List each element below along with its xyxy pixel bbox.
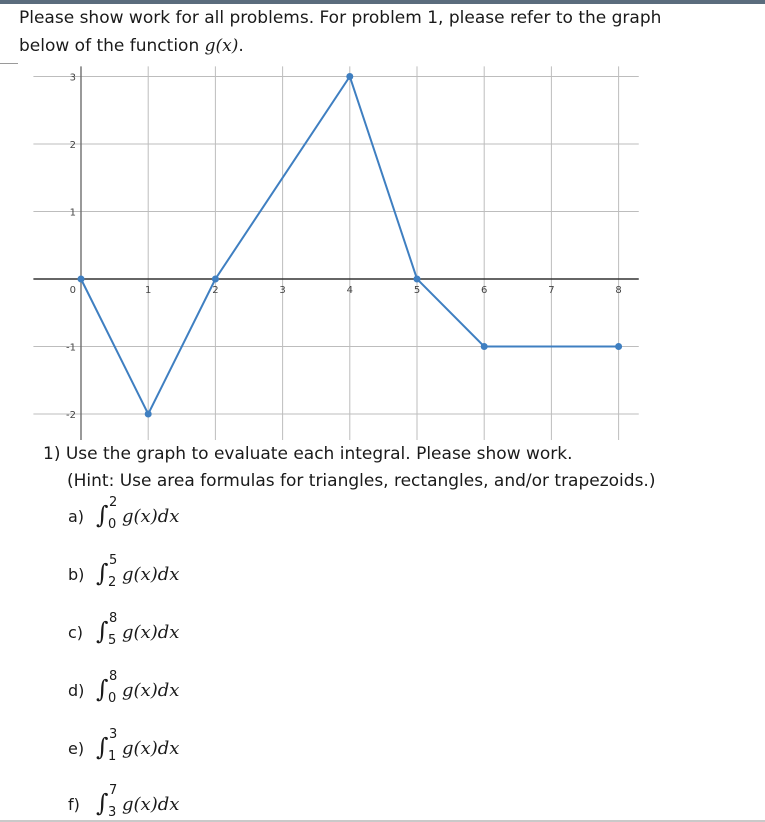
problem-hint: (Hint: Use area formulas for triangles, rectangles, and/or trapezoids.) [67, 471, 656, 491]
integrand: g(x)dx [122, 505, 180, 527]
data-point [212, 276, 219, 283]
x-tick-label: 6 [481, 285, 488, 296]
y-tick-label: 0 [69, 285, 76, 296]
integral-sign: ∫ 8 5 [96, 611, 118, 648]
part-label: e) [68, 738, 85, 758]
function-graph [0, 60, 765, 440]
y-tick-label: 1 [69, 207, 76, 219]
instructions-line-1: Please show work for all problems. For problem 1, please refer to the graph [19, 8, 662, 28]
part-label: b) [68, 564, 85, 584]
part-b [68, 553, 180, 591]
lower-limit: 0 [108, 691, 117, 706]
part-label: a) [68, 506, 85, 526]
part-c [68, 611, 180, 649]
upper-limit: 8 [109, 611, 118, 626]
integrand: g(x)dx [122, 737, 180, 759]
lower-limit: 3 [108, 805, 117, 820]
integral-sign: ∫ 7 3 [96, 783, 118, 820]
instructions [19, 4, 739, 60]
function-name: g(x) [204, 36, 239, 56]
y-tick-label: -2 [66, 410, 76, 421]
part-a [68, 495, 180, 533]
x-tick-label: 3 [279, 285, 286, 296]
data-point [481, 343, 488, 350]
lower-limit: 5 [108, 633, 117, 648]
problem-1 [43, 441, 743, 495]
integral-sign: ∫ 8 0 [96, 669, 118, 706]
upper-limit: 7 [109, 783, 118, 798]
graph-tick-labels [66, 73, 622, 422]
x-tick-label: 1 [145, 285, 152, 296]
graph-grid [33, 66, 638, 440]
x-tick-label: 8 [615, 285, 622, 296]
part-e [68, 727, 180, 765]
x-tick-label: 5 [413, 285, 421, 296]
data-point [145, 411, 152, 418]
upper-limit: 8 [109, 669, 118, 684]
y-tick-label: 2 [69, 140, 76, 151]
instructions-suffix: . [238, 36, 244, 56]
part-d [68, 669, 180, 707]
upper-limit: 5 [109, 553, 118, 568]
integral-sign: ∫ 3 1 [96, 727, 118, 764]
x-tick-label: 7 [548, 285, 555, 296]
data-point [78, 276, 85, 283]
lower-limit: 1 [108, 749, 117, 764]
x-tick-label: 2 [212, 285, 219, 296]
part-label: f) [68, 794, 80, 814]
part-f [68, 783, 180, 821]
data-point [615, 343, 622, 350]
part-label: d) [68, 680, 85, 700]
part-label: c) [68, 622, 84, 642]
integrand: g(x)dx [122, 563, 180, 585]
integral-sign: ∫ 2 0 [96, 495, 118, 532]
graph-axes [33, 66, 638, 440]
lower-limit: 0 [108, 517, 117, 532]
y-tick-label: -1 [66, 342, 76, 354]
integral-sign: ∫ 5 2 [96, 553, 118, 590]
upper-limit: 3 [109, 727, 118, 742]
x-tick-label: 4 [346, 285, 353, 296]
integrand: g(x)dx [122, 793, 180, 815]
y-tick-label: 3 [69, 72, 76, 84]
instructions-prefix: below of the function [19, 36, 205, 56]
data-point [414, 276, 421, 283]
problem-statement: 1) Use the graph to evaluate each integral. Please show work. [43, 444, 573, 464]
data-point [346, 73, 353, 80]
instructions-line-2 [19, 32, 739, 60]
integrand: g(x)dx [122, 679, 180, 701]
lower-limit: 2 [108, 575, 117, 590]
upper-limit: 2 [109, 495, 118, 510]
integrand: g(x)dx [122, 621, 180, 643]
